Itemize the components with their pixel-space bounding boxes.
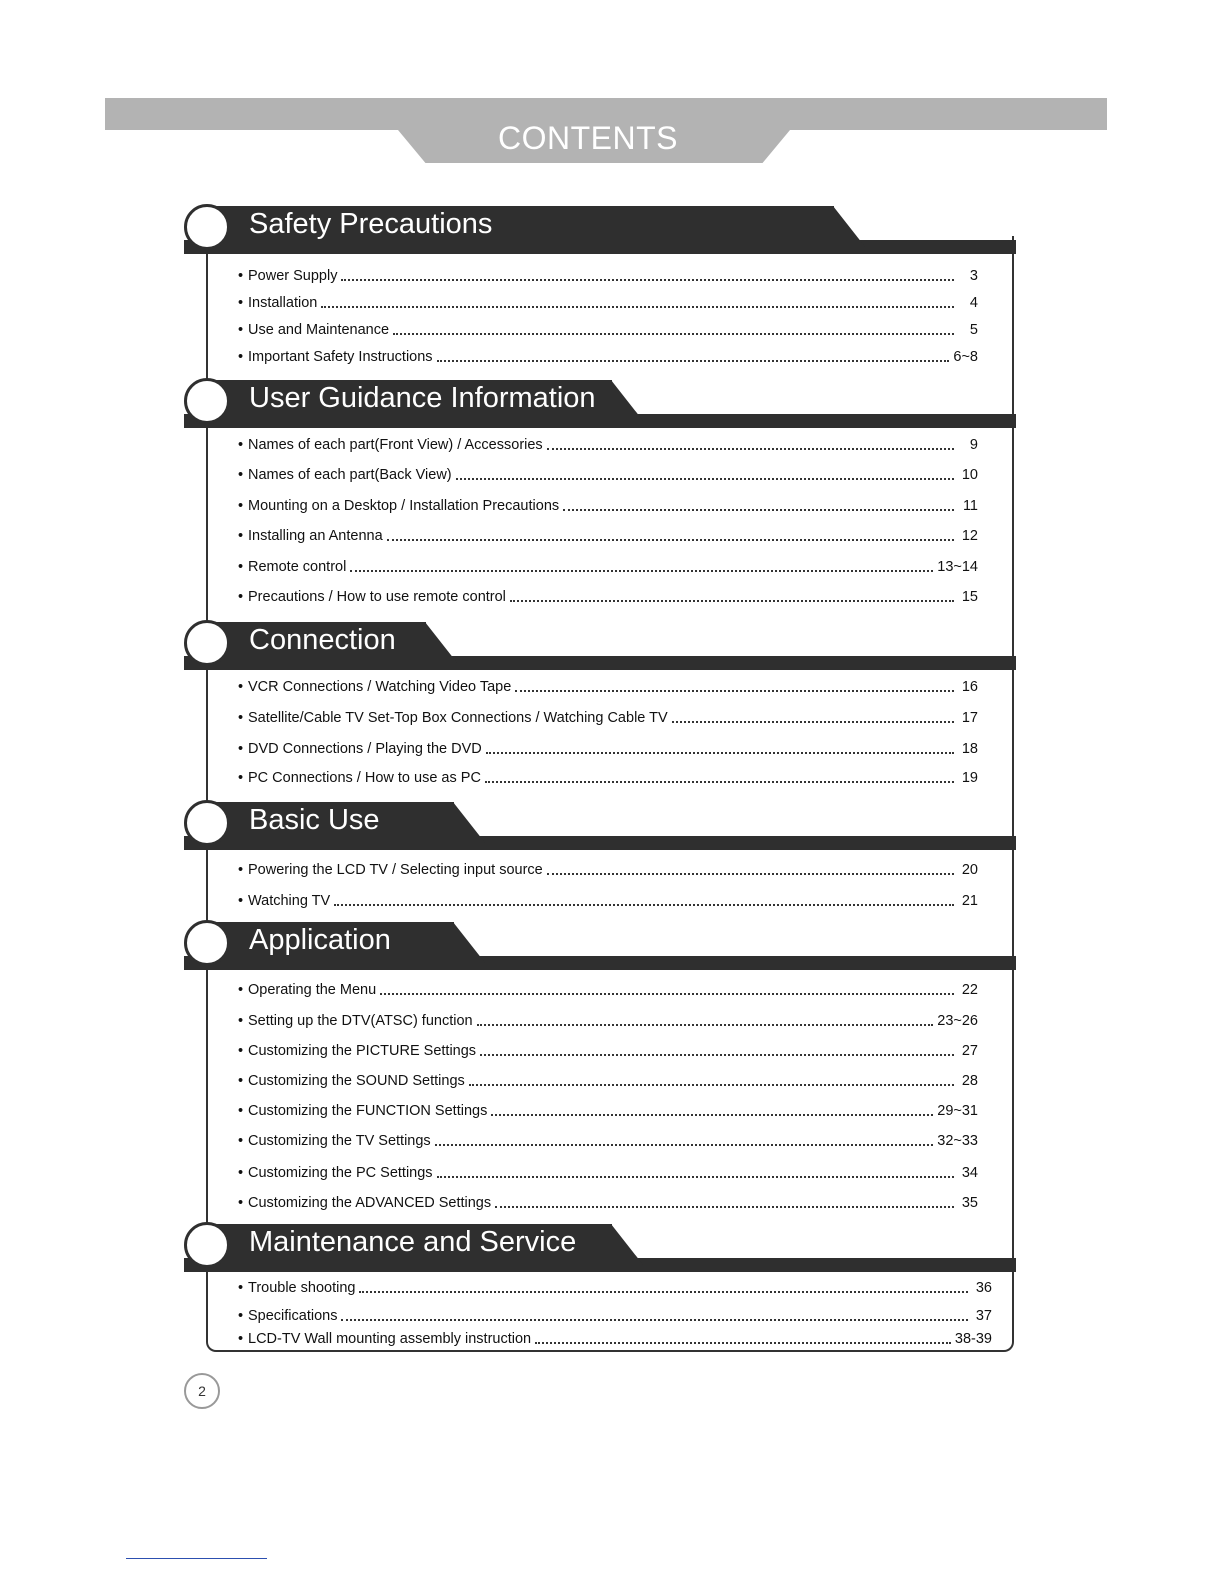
section-header-application	[184, 922, 1016, 970]
toc-entry[interactable]: • Names of each part(Back View) 10	[238, 467, 978, 483]
toc-entry[interactable]: • Customizing the ADVANCED Settings 35	[238, 1195, 978, 1211]
toc-entry[interactable]: • Trouble shooting 36	[238, 1280, 992, 1296]
footer-line	[126, 1558, 267, 1559]
toc-entry[interactable]: • Watching TV 21	[238, 893, 978, 909]
toc-entry[interactable]: • Customizing the SOUND Settings 28	[238, 1073, 978, 1089]
toc-entry[interactable]: • Satellite/Cable TV Set-Top Box Connections / Watching Cable TV 17	[238, 710, 978, 726]
toc-entry[interactable]: • Powering the LCD TV / Selecting input source 20	[238, 862, 978, 878]
toc-entry[interactable]: • Customizing the PC Settings 34	[238, 1165, 978, 1181]
toc-entry[interactable]: • Customizing the TV Settings 32~33	[238, 1133, 978, 1149]
toc-entry[interactable]: • Specifications 37	[238, 1308, 992, 1324]
section-circle-icon	[184, 378, 230, 424]
section-title: Safety Precautions	[249, 208, 493, 240]
toc-entry[interactable]: • Power Supply 3	[238, 268, 978, 284]
page-title: CONTENTS	[498, 120, 678, 156]
toc-entry[interactable]: • Names of each part(Front View) / Accessories 9	[238, 437, 978, 453]
section-circle-icon	[184, 920, 230, 966]
section-header-basic-use	[184, 802, 1016, 850]
toc-entry[interactable]: • LCD-TV Wall mounting assembly instruction 38-39	[238, 1331, 992, 1347]
toc-entry[interactable]: • Mounting on a Desktop / Installation Precautions 11	[238, 498, 978, 514]
section-header-safety	[184, 206, 1016, 254]
toc-entry[interactable]: • Important Safety Instructions 6~8	[238, 349, 978, 365]
page-number: 2	[184, 1373, 220, 1409]
toc-entry[interactable]: • VCR Connections / Watching Video Tape 16	[238, 679, 978, 695]
toc-entry[interactable]: • Setting up the DTV(ATSC) function 23~26	[238, 1013, 978, 1029]
section-circle-icon	[184, 800, 230, 846]
section-title: Application	[249, 924, 391, 956]
section-circle-icon	[184, 620, 230, 666]
section-header-maintenance	[184, 1224, 1016, 1272]
toc-entry[interactable]: • Customizing the FUNCTION Settings 29~31	[238, 1103, 978, 1119]
toc-entry[interactable]: • DVD Connections / Playing the DVD 18	[238, 741, 978, 757]
section-header-user-guidance	[184, 380, 1016, 428]
section-circle-icon	[184, 204, 230, 250]
toc-entry[interactable]: • Operating the Menu 22	[238, 982, 978, 998]
section-title: Basic Use	[249, 804, 380, 836]
toc-entry[interactable]: • PC Connections / How to use as PC 19	[238, 770, 978, 786]
toc-entry[interactable]: • Installing an Antenna 12	[238, 528, 978, 544]
toc-entry[interactable]: • Installation 4	[238, 295, 978, 311]
section-title: Maintenance and Service	[249, 1226, 577, 1258]
toc-entry[interactable]: • Customizing the PICTURE Settings 27	[238, 1043, 978, 1059]
toc-entry[interactable]: • Precautions / How to use remote control 15	[238, 589, 978, 605]
section-circle-icon	[184, 1222, 230, 1268]
section-header-connection	[184, 622, 1016, 670]
section-title: User Guidance Information	[249, 382, 596, 414]
toc-entry[interactable]: • Use and Maintenance 5	[238, 322, 978, 338]
section-title: Connection	[249, 624, 396, 656]
toc-entry[interactable]: • Remote control 13~14	[238, 559, 978, 575]
